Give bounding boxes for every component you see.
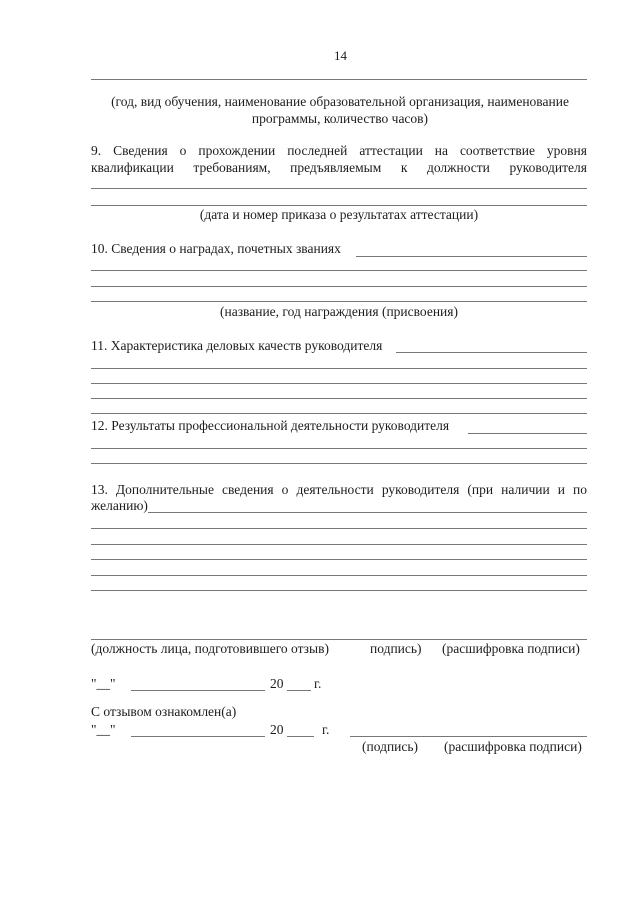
- fill-line: [91, 286, 587, 287]
- fill-line: [91, 413, 587, 414]
- page-number: 14: [334, 48, 347, 63]
- fill-line: [91, 301, 587, 302]
- fill-line: [91, 368, 587, 369]
- signature-line: [91, 639, 587, 640]
- section9-line-1: 9. Сведения о прохождении последней аттестации на соответствие уровня: [91, 143, 587, 158]
- year-prefix: 20: [270, 676, 284, 691]
- date-quotes: "__": [91, 676, 116, 691]
- fill-line: [91, 544, 587, 545]
- section10-caption: (название, год награждения (присвоения): [220, 304, 458, 319]
- section13-line-1: 13. Дополнительные сведения о деятельности руководителя (при наличии и по: [91, 482, 587, 497]
- section12-heading: 12. Результаты профессиональной деятельности руководителя: [91, 418, 450, 433]
- fill-line: [91, 398, 587, 399]
- section13-line-2: желанию): [91, 498, 148, 513]
- fill-line: [91, 463, 587, 464]
- section9-line-2: квалификации требованиям, предъявляемым к должности руководителя: [91, 160, 587, 175]
- fill-line: [91, 559, 587, 560]
- fill-line: [148, 512, 587, 513]
- section9-caption: (дата и номер приказа о результатах аттестации): [199, 207, 479, 222]
- fill-line: [91, 205, 587, 206]
- roles-caption: (должность лица, подготовившего отзыв): [91, 641, 329, 656]
- ack-signature-caption: (подпись): [362, 739, 419, 754]
- year-suffix: г.: [314, 676, 322, 691]
- fill-line: [468, 433, 587, 434]
- fill-line: [91, 590, 587, 591]
- section11-heading: 11. Характеристика деловых качеств руководителя: [91, 338, 383, 353]
- fill-line: [91, 188, 587, 189]
- ack-date-month-line: [131, 736, 265, 737]
- ack-year-line: [287, 736, 314, 737]
- section8-caption-2: программы, количество часов): [251, 111, 429, 126]
- fill-line: [91, 79, 587, 80]
- section8-caption-1: (год, вид обучения, наименование образовательной организация, наименование: [111, 94, 569, 109]
- fill-line: [91, 383, 587, 384]
- fill-line: [91, 270, 587, 271]
- fill-line: [356, 256, 587, 257]
- ack-year-prefix: 20: [270, 722, 284, 737]
- date-month-line: [131, 690, 265, 691]
- decoding-caption: (расшифровка подписи): [442, 641, 580, 656]
- year-line: [287, 690, 311, 691]
- fill-line: [91, 575, 587, 576]
- ack-date-quotes: "__": [91, 722, 116, 737]
- fill-line: [91, 528, 587, 529]
- fill-line: [91, 448, 587, 449]
- fill-line: [396, 352, 587, 353]
- section10-heading: 10. Сведения о наградах, почетных званиях: [91, 241, 341, 256]
- signature-caption: подпись): [370, 641, 422, 656]
- ack-year-suffix: г.: [322, 722, 330, 737]
- acknowledgement-label: С отзывом ознакомлен(а): [91, 704, 237, 719]
- ack-signature-line: [350, 736, 587, 737]
- ack-decoding-caption: (расшифровка подписи): [444, 739, 582, 754]
